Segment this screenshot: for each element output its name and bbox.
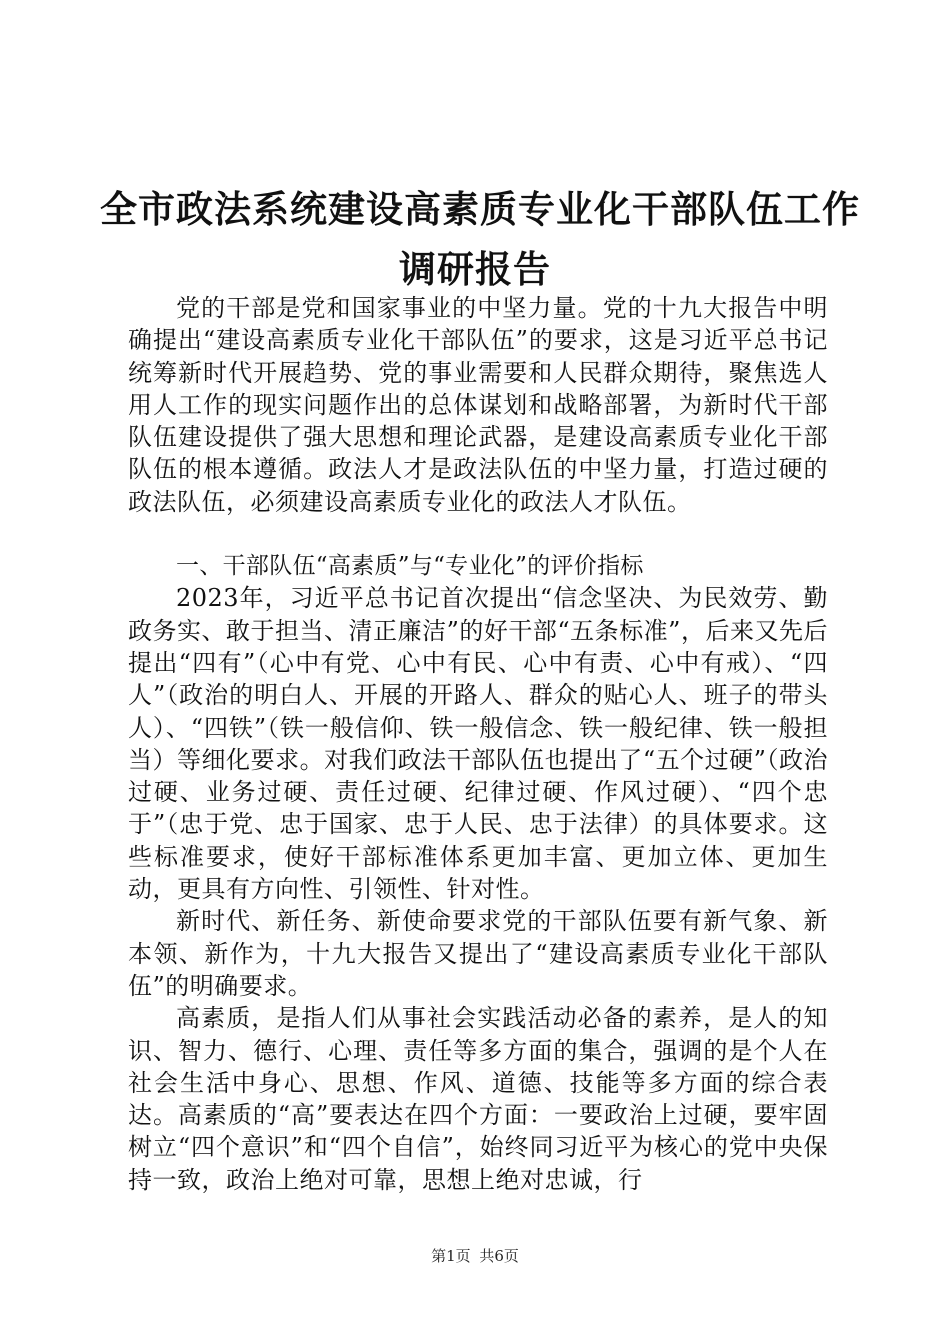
- paragraph-standards: 2023年，习近平总书记首次提出“信念坚决、为民效劳、勤政务实、敢于担当、清正廉洁”的好干部“五条标准”，后来又先后提出“四有”（心中有党、心中有民、心中有责、心中有戒）、“四人”（政治的明白人、开展的开路人、群众的贴心人、班子的带头人）、“四铁”（铁一般信仰、铁一般信念、铁一般纪律、铁一般担当）等细化要求。对我们政法干部队伍也提出了“五个过硬”（政治过硬、业务过硬、责任过硬、纪律过硬、作风过硬）、“四个忠于”（忠于党、忠于国家、忠于人民、忠于法律）的具体要求。这些标准要求，使好干部标准体系更加丰富、更加立体、更加生动，更具有方向性、引领性、针对性。: [128, 584, 828, 904]
- page-number-current: 第1页: [431, 1247, 471, 1265]
- document-body: [128, 292, 828, 1196]
- paragraph-intro: 党的干部是党和国家事业的中坚力量。党的十九大报告中明确提出“建设高素质专业化干部队伍”的要求，这是习近平总书记统筹新时代开展趋势、党的事业需要和人民群众期待，聚焦选人用人工作的现实问题作出的总体谋划和战略部署，为新时代干部队伍建设提供了强大思想和理论武器，是建设高素质专业化干部队伍的根本遵循。政法人才是政法队伍的中坚力量，打造过硬的政法队伍，必须建设高素质专业化的政法人才队伍。: [128, 294, 828, 516]
- paragraph-new-era: 新时代、新任务、新使命要求党的干部队伍要有新气象、新本领、新作为，十九大报告又提出了“建设高素质专业化干部队伍”的明确要求。: [128, 907, 828, 1000]
- paragraph-high-quality: 高素质，是指人们从事社会实践活动必备的素养，是人的知识、智力、德行、心理、责任等多方面的集合，强调的是个人在社会生活中身心、思想、作风、道德、技能等多方面的综合表达。高素质的“高”要表达在四个方面：一要政治上过硬，要牢固树立“四个意识”和“四个自信”，始终同习近平为核心的党中央保持一致，政治上绝对可靠，思想上绝对忠诚，行: [128, 1004, 828, 1194]
- section-heading-1: 一、干部队伍“高素质”与“专业化”的评价指标: [176, 553, 644, 580]
- document-title-line-1: 全市政法系统建设高素质专业化干部队伍工作: [100, 187, 860, 231]
- document-title-line-2: 调研报告: [399, 247, 551, 291]
- page-number-total: 共6页: [479, 1247, 519, 1265]
- page-footer: [0, 1246, 950, 1266]
